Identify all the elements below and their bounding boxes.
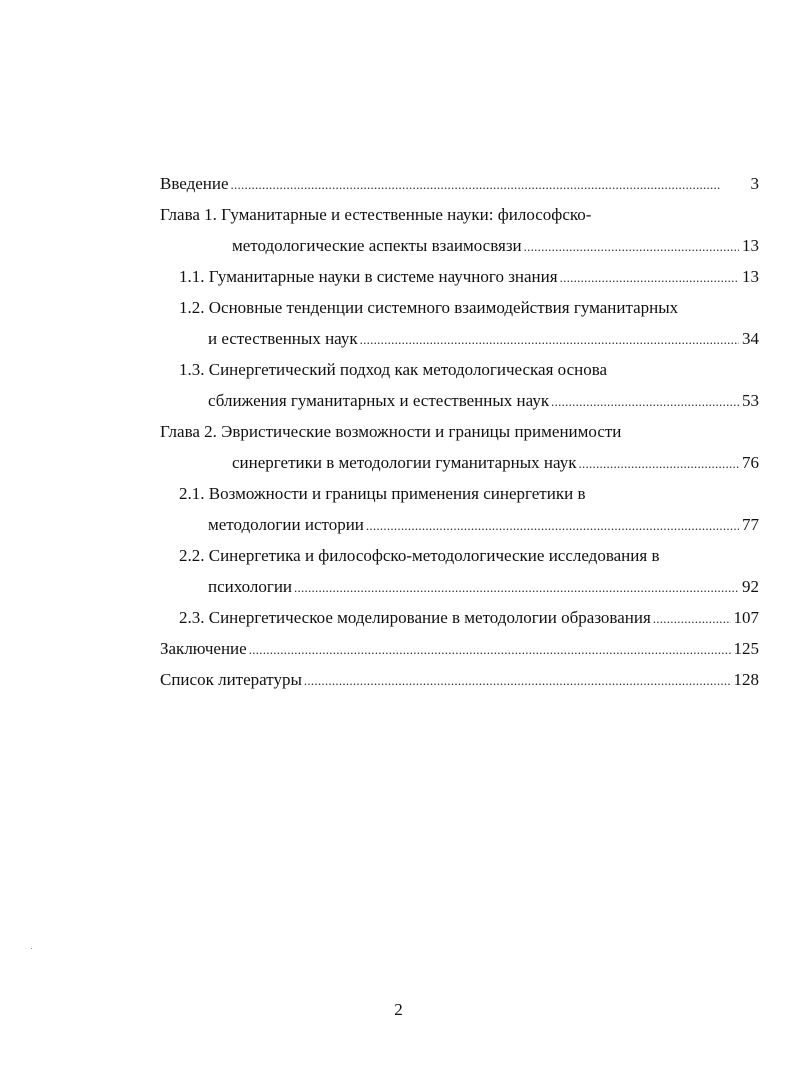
dot-leader [524,231,739,262]
toc-entry-title: Заключение [160,639,247,658]
page-number: 2 [394,1000,403,1019]
toc-entry-title: синергетики в методологии гуманитарных наук [232,453,577,472]
dot-leader [653,603,731,634]
toc-entry-page: 3 [750,174,759,193]
toc-entry-chapter-2-line-2 [160,447,759,478]
toc-entry-page: 13 [742,236,759,255]
toc-entry-section-2-2-line-2 [160,571,759,602]
dot-leader [360,324,739,355]
toc-entry-chapter-1-line-2 [160,230,759,261]
toc-entry-page: 128 [733,670,759,689]
toc-entry-title: Глава 1. Гуманитарные и естественные науки: философско- [160,205,592,224]
toc-entry-title: Введение [160,174,229,193]
dot-leader [231,169,748,200]
toc-entry-page: 92 [742,577,759,596]
dot-leader [294,572,739,603]
toc-entry-page: 125 [733,639,759,658]
toc-entry-section-1-2-line-1 [160,292,759,323]
toc-entry-title: методологические аспекты взаимосвязи [232,236,522,255]
toc-entry-chapter-2-line-1 [160,416,759,447]
dot-leader [551,386,739,417]
toc-entry-title: методологии истории [208,515,364,534]
toc-entry-intro [160,168,759,199]
toc-entry-page: 107 [733,608,759,627]
dot-leader [366,510,739,541]
toc-entry-section-1-3-line-1 [160,354,759,385]
scan-speck [31,948,32,949]
toc-entry-title: и естественных наук [208,329,358,348]
toc-entry-page: 76 [742,453,759,472]
dot-leader [578,448,739,479]
dot-leader [560,262,739,293]
toc-entry-title: Список литературы [160,670,302,689]
table-of-contents [160,168,759,695]
toc-entry-title: сближения гуманитарных и естественных наук [208,391,550,410]
toc-entry-title: 1.1. Гуманитарные науки в системе научного знания [179,267,558,286]
toc-entry-title: психологии [208,577,293,596]
toc-entry-page: 77 [742,515,759,534]
toc-entry-section-2-3 [160,602,759,633]
toc-entry-conclusion [160,633,759,664]
toc-entry-page: 13 [742,267,759,286]
toc-entry-title: 2.1. Возможности и границы применения синергетики в [179,484,586,503]
toc-entry-section-2-2-line-1 [160,540,759,571]
toc-entry-page: 34 [742,329,759,348]
toc-entry-page: 53 [742,391,759,410]
toc-entry-title: Глава 2. Эвристические возможности и границы применимости [160,422,622,441]
toc-entry-section-2-1-line-1 [160,478,759,509]
toc-entry-section-1-3-line-2 [160,385,759,416]
toc-entry-section-2-1-line-2 [160,509,759,540]
toc-entry-section-1-1 [160,261,759,292]
toc-entry-title: 2.3. Синергетическое моделирование в методологии образования [179,608,651,627]
toc-entry-title: 1.3. Синергетический подход как методологическая основа [179,360,608,379]
toc-entry-title: 2.2. Синергетика и философско-методологические исследования в [179,546,660,565]
dot-leader [249,634,731,665]
dot-leader [304,665,731,696]
toc-entry-chapter-1-line-1 [160,199,759,230]
toc-entry-section-1-2-line-2 [160,323,759,354]
toc-entry-references [160,664,759,695]
toc-entry-title: 1.2. Основные тенденции системного взаимодействия гуманитарных [179,298,679,317]
